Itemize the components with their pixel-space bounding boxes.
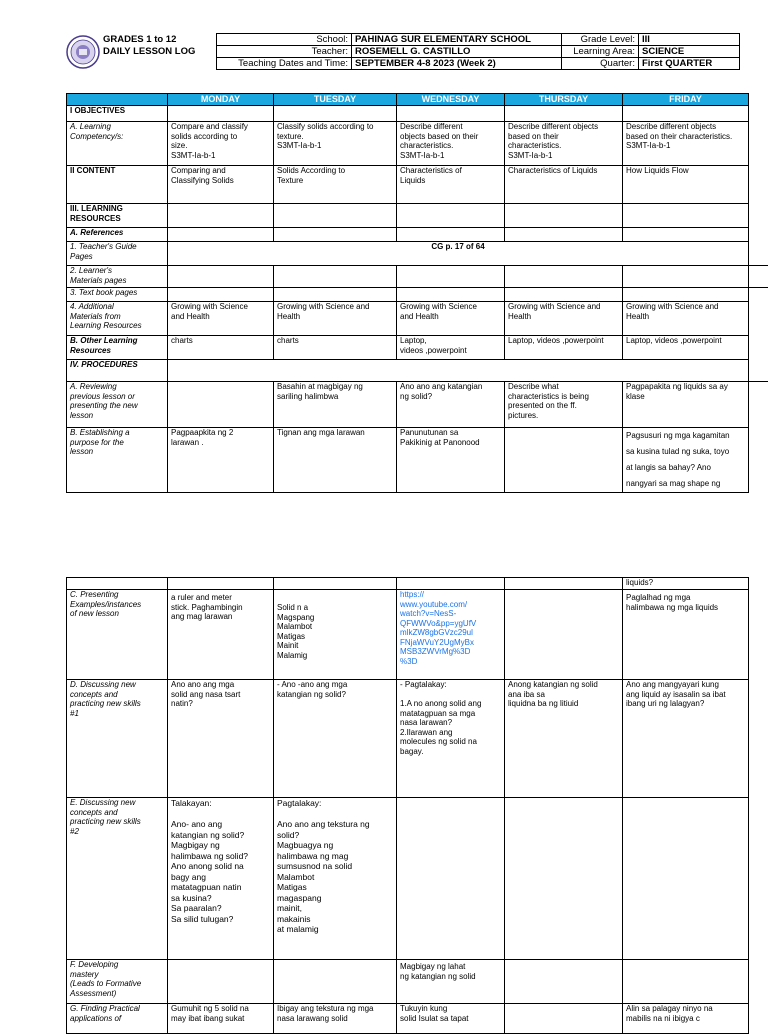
discussing1-wednesday: - Pagtalakay: 1.A no anong solid ang matatagpuan sa mga nasa larawan? 2.Ilarawan ang molecules ng solid na bagay. <box>397 680 505 798</box>
day-friday: FRIDAY <box>623 94 749 106</box>
presenting-monday: a ruler and meter stick. Paghambingin ang mag larawan <box>168 590 274 680</box>
other-thursday: Laptop, videos ,powerpoint <box>505 336 623 360</box>
discussing2-tuesday: Pagtalakay: Ano ano ang tekstura ng solid? Magbuagya ng halimbawa ng mag sumsusnod na solid Malambot Matigas magaspang mainit, makainis at malamig <box>274 798 397 960</box>
lesson-table-part1 <box>66 93 768 493</box>
other-wednesday: Laptop, videos ,powerpoint <box>397 336 505 360</box>
school-label: School: <box>217 34 352 46</box>
presenting-video-link[interactable]: https:// www.youtube.com/ watch?v=NesS- QFWWVo&pp=ygUfV mlkZW8gbGVzc29ul FNjaWVuY2UgMyBx MSB3ZWVrMg%3D %3D <box>397 590 505 680</box>
discussing2-monday: Talakayan: Ano- ano ang katangian ng solid? Magbigay ng halimbawa ng solid? Ano anong solid na bagy ang matatagpuan natin sa kusina? Sa paaralan? Sa silid tulugan? <box>168 798 274 960</box>
mastery-tuesday <box>274 960 397 1004</box>
mastery-monday <box>168 960 274 1004</box>
content-heading: II CONTENT <box>67 166 168 204</box>
competency-label: A. Learning Competency/s: <box>67 122 168 166</box>
discussing1-thursday: Anong katangian ng solid ana iba sa liquidna ba ng litiuid <box>505 680 623 798</box>
teacher-label: Teacher: <box>217 46 352 58</box>
competency-wednesday: Describe different objects based on their characteristics. S3MT-Ia-b-1 <box>397 122 505 166</box>
competency-friday: Describe different objects based on their characteristics. S3MT-Ia-b-1 <box>623 122 749 166</box>
quarter-label: Quarter: <box>562 58 639 70</box>
discussing1-tuesday: - Ano -ano ang mga katangian ng solid? <box>274 680 397 798</box>
discussing1-friday: Ano ang mangyayari kung ang liquid ay isasalin sa ibat ibang uri ng lalagyan? <box>623 680 749 798</box>
presenting-tuesday: Solid n a Magspang Malambot Matigas Mainit Malamig <box>274 590 397 680</box>
additional-monday: Growing with Science and Health <box>168 302 274 336</box>
reviewing-monday <box>168 382 274 428</box>
competency-monday: Compare and classify solids according to size. S3MT-Ia-b-1 <box>168 122 274 166</box>
content-thursday: Characteristics of Liquids <box>505 166 623 204</box>
competency-tuesday: Classify solids according to texture. S3MT-Ia-b-1 <box>274 122 397 166</box>
content-tuesday: Solids According to Texture <box>274 166 397 204</box>
purpose-friday: Pagsusuri ng mga kagamitan sa kusina tulad ng suka, toyo at langis sa bahay? Ano nangyari sa mag shape ng <box>623 428 749 493</box>
teachers-guide-label: 1. Teacher's Guide Pages <box>67 242 168 266</box>
mastery-thursday <box>505 960 623 1004</box>
discussing1-label: D. Discussing new concepts and practicing new skills #1 <box>67 680 168 798</box>
other-resources-label: B. Other Learning Resources <box>67 336 168 360</box>
practical-friday: Alin sa palagay ninyo na mabilis na ni ibigya c <box>623 1004 749 1034</box>
learners-materials-label: 2. Learner's Materials pages <box>67 266 168 288</box>
resources-heading: III. LEARNING RESOURCES <box>67 204 168 228</box>
reviewing-friday: Pagpapakita ng liquids sa ay klase <box>623 382 749 428</box>
objectives-heading: I OBJECTIVES <box>67 106 168 122</box>
other-monday: charts <box>168 336 274 360</box>
header-info <box>100 33 740 70</box>
grade-label: Grade Level: <box>562 34 639 46</box>
purpose-thursday <box>505 428 623 493</box>
reviewing-tuesday: Basahin at magbigay ng sariling halimbwa <box>274 382 397 428</box>
procedures-heading: IV. PROCEDURES <box>67 360 168 382</box>
day-wednesday: WEDNESDAY <box>397 94 505 106</box>
additional-tuesday: Growing with Science and Health <box>274 302 397 336</box>
other-friday: Laptop, videos ,powerpoint <box>623 336 749 360</box>
additional-thursday: Growing with Science and Health <box>505 302 623 336</box>
practical-tuesday: Ibigay ang tekstura ng mga nasa larawang solid <box>274 1004 397 1034</box>
additional-wednesday: Growing with Science and Health <box>397 302 505 336</box>
school-value: PAHINAG SUR ELEMENTARY SCHOOL <box>352 34 562 46</box>
presenting-label: C. Presenting Examples/instances of new lesson <box>67 590 168 680</box>
discussing2-wednesday <box>397 798 505 960</box>
content-monday: Comparing and Classifying Solids <box>168 166 274 204</box>
other-tuesday: charts <box>274 336 397 360</box>
reviewing-label: A. Reviewing previous lesson or presenting the new lesson <box>67 382 168 428</box>
practical-monday: Gumuhit ng 5 solid na may ibat ibang sukat <box>168 1004 274 1034</box>
competency-thursday: Describe different objects based on their characteristics. S3MT-Ia-b-1 <box>505 122 623 166</box>
reviewing-wednesday: Ano ano ang katangian ng solid? <box>397 382 505 428</box>
mastery-wednesday: Magbigay ng lahat ng katangian ng solid <box>397 960 505 1004</box>
area-label: Learning Area: <box>562 46 639 58</box>
day-monday: MONDAY <box>168 94 274 106</box>
mastery-label: F. Developing mastery (Leads to Formative Assessment) <box>67 960 168 1004</box>
day-thursday: THURSDAY <box>505 94 623 106</box>
lesson-table-part2 <box>66 577 768 1034</box>
textbook-label: 3. Text book pages <box>67 288 168 302</box>
additional-materials-label: 4. Additional Materials from Learning Resources <box>67 302 168 336</box>
mastery-friday <box>623 960 749 1004</box>
practical-label: G. Finding Practical applications of <box>67 1004 168 1034</box>
additional-friday: Growing with Science and Health <box>623 302 749 336</box>
day-tuesday: TUESDAY <box>274 94 397 106</box>
discussing2-label: E. Discussing new concepts and practicing new skills #2 <box>67 798 168 960</box>
purpose-wednesday: Panunutunan sa Pakikinig at Panonood <box>397 428 505 493</box>
presenting-friday: Paglalhad ng mga halimbawa ng mga liquids <box>623 590 749 680</box>
purpose-tuesday: Tignan ang mga larawan <box>274 428 397 493</box>
purpose-label: B. Establishing a purpose for the lesson <box>67 428 168 493</box>
content-friday: How Liquids Flow <box>623 166 749 204</box>
content-wednesday: Characteristics of Liquids <box>397 166 505 204</box>
practical-thursday <box>505 1004 623 1034</box>
teacher-value: ROSEMELL G. CASTILLO <box>352 46 562 58</box>
reviewing-thursday: Describe what characteristics is being presented on the ff. pictures. <box>505 382 623 428</box>
grade-value: III <box>639 34 740 46</box>
header-line1: GRADES 1 to 12 <box>103 33 177 45</box>
area-value: SCIENCE <box>639 46 740 58</box>
dates-label: Teaching Dates and Time: <box>217 58 352 70</box>
deped-seal-icon <box>66 35 100 69</box>
continuation-friday: liquids? <box>623 578 749 590</box>
discussing1-monday: Ano ano ang mga solid ang nasa tsart natin? <box>168 680 274 798</box>
header-line2: DAILY LESSON LOG <box>103 45 196 57</box>
references-heading: A. References <box>67 228 168 242</box>
quarter-value: First QUARTER <box>639 58 740 70</box>
practical-wednesday: Tukuyin kung solid Isulat sa tapat <box>397 1004 505 1034</box>
dates-value: SEPTEMBER 4-8 2023 (Week 2) <box>352 58 562 70</box>
purpose-monday: Pagpaapkita ng 2 larawan . <box>168 428 274 493</box>
teachers-guide-value: CG p. 17 of 64 <box>168 242 749 266</box>
discussing2-friday <box>623 798 749 960</box>
presenting-thursday <box>505 590 623 680</box>
discussing2-thursday <box>505 798 623 960</box>
